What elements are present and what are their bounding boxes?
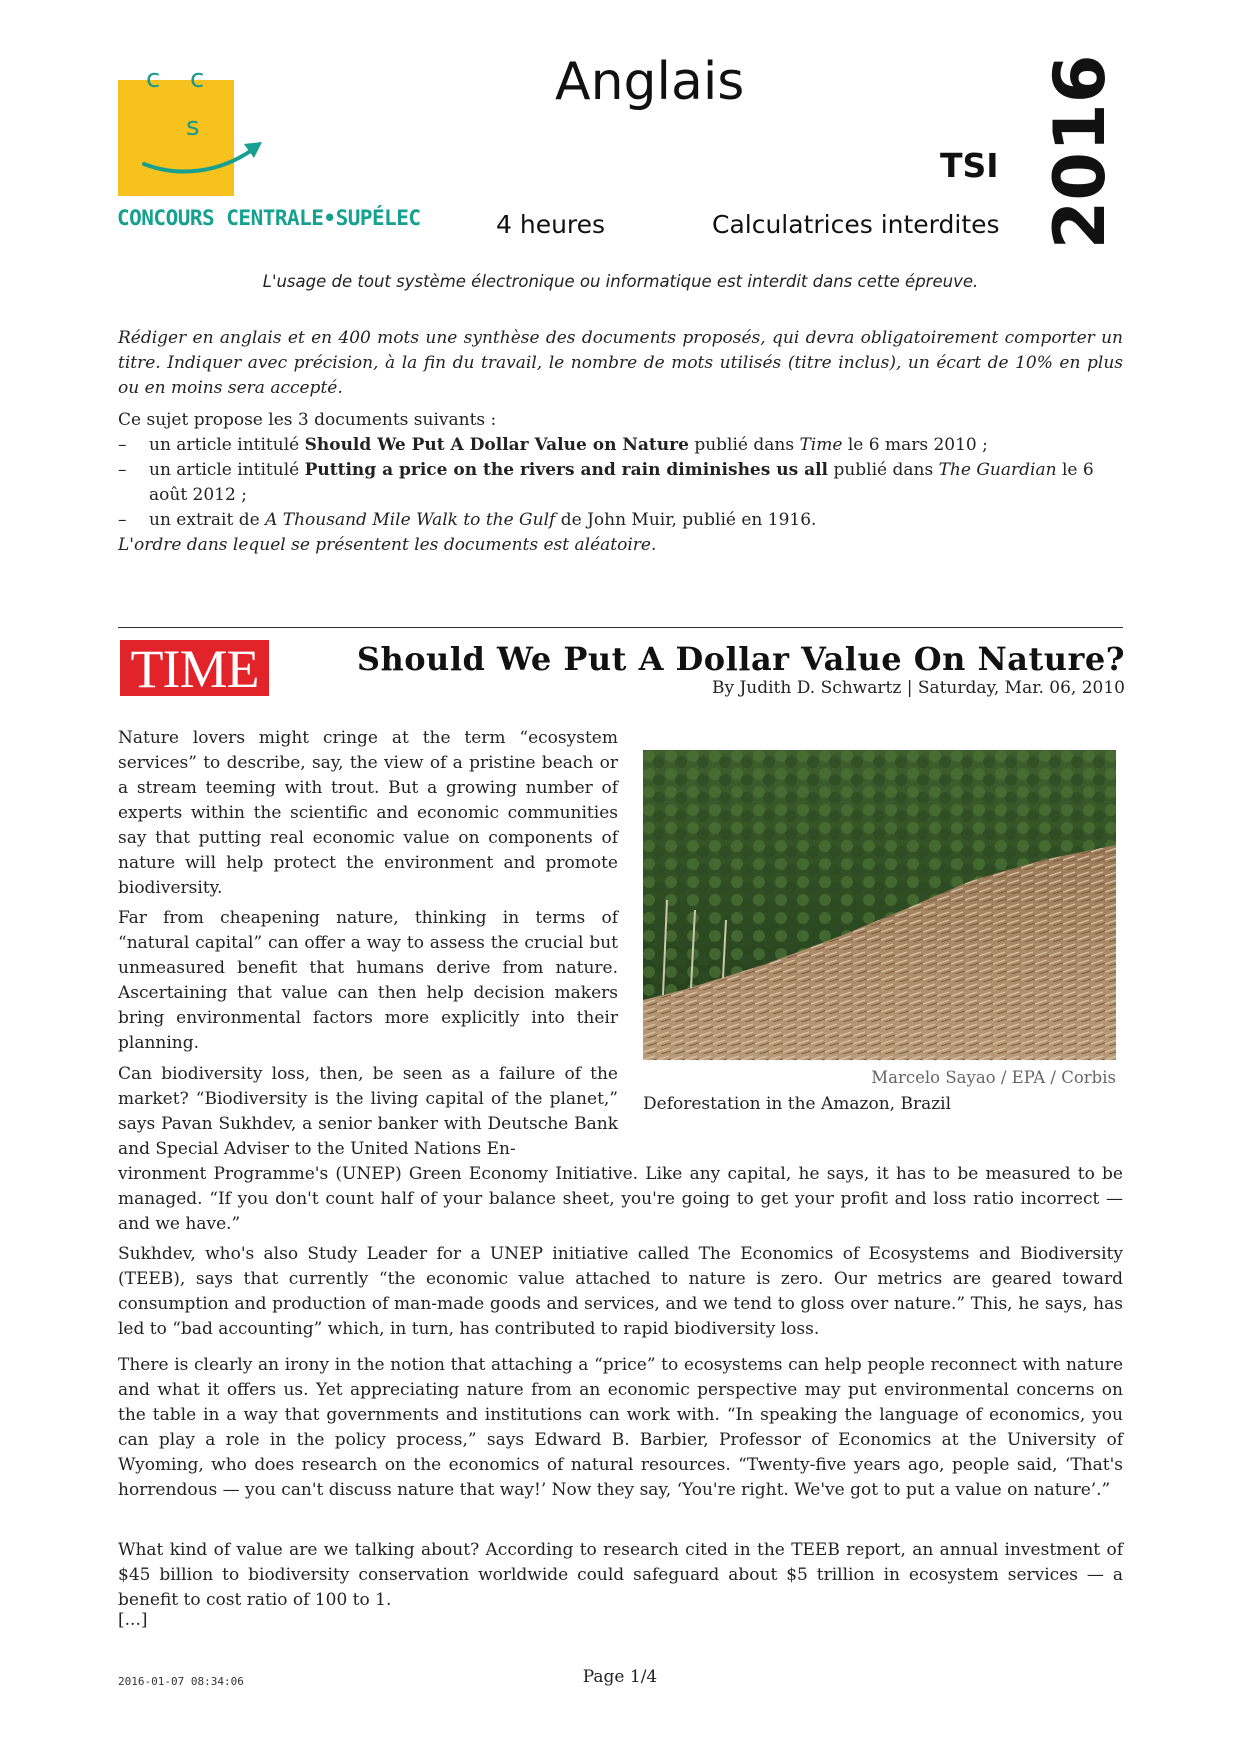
list-dash: – [118,435,127,455]
photo-credit: Marcelo Sayao / EPA / Corbis [871,1068,1116,1087]
subject-title: Anglais [555,52,745,112]
electronics-notice: L'usage de tout système électronique ou informatique est interdit dans cette épreuve. [262,272,979,291]
instructions-intro: Ce sujet propose les 3 documents suivants : [118,410,497,430]
track-label: TSI [940,146,999,185]
time-logo: TIME [120,640,269,696]
logo-letter-s: s [186,112,200,142]
article-paragraph: What kind of value are we talking about? According to research cited in the TEEB report, an annual investment of $45 billion to biodiversity conservation worldwide could safeguard about $5 trillion in ecosystem services — a benefit to cost ratio of 100 to 1. [118,1540,1123,1610]
article-paragraph: Sukhdev, who's also Study Leader for a UNEP initiative called The Economics of Ecosystems and Biodiversity (TEEB), says that currently “the economic value attached to nature is zero. Our metrics are geared toward consumption and production of man-made goods and services, and we tend to gloss over nature.” This, he says, has led to “bad accounting” which, in turn, has contributed to rapid biodiversity loss. [118,1244,1123,1339]
article-title: Should We Put A Dollar Value On Nature? [356,640,1125,678]
article-paragraph: Far from cheapening nature, thinking in terms of “natural capital” can offer a way to assess the crucial but unmeasured benefit that humans derive from nature. Ascertaining that value can then help decision makers bring environmental factors more explicitly into their planning. [118,908,618,1053]
doc-pre: un extrait de [149,510,260,530]
article-paragraph: Nature lovers might cringe at the term “ecosystem services” to describe, say, the view of a pristine beach or a stream teeming with trout. But a growing number of experts within the scientific and economic communities say that putting real economic value on components of nature will help protect the environment and promote biodiversity. [118,728,618,898]
photo-caption: Deforestation in the Amazon, Brazil [643,1094,952,1114]
order-note: L'ordre dans lequel se présentent les documents est aléatoire. [118,535,657,555]
logo-letter-c1: c [146,64,161,94]
section-divider [118,627,1123,628]
page-number: Page 1/4 [582,1667,658,1687]
list-dash: – [118,460,127,480]
doc-source: Time [799,435,843,455]
doc-pre: un article intitulé [149,435,300,455]
exam-duration: 4 heures [496,210,606,239]
doc-title: Should We Put A Dollar Value on Nature [304,435,689,455]
list-dash: – [118,510,127,530]
exam-year [1030,54,1130,250]
print-timestamp: 2016-01-07 08:34:06 [118,1675,244,1688]
instructions-main: Rédiger en anglais et en 400 mots une synthèse des documents proposés, qui devra obligatoirement comporter un titre. Indiquer avec précision, à la fin du travail, le nombre de mots utilisés (titre inclus), un écart de 10% en plus ou en moins sera accepté. [118,328,1123,398]
doc-source: A Thousand Mile Walk to the Gulf [265,510,556,530]
doc-mid: publié dans [694,435,795,455]
doc-source: The Guardian [938,460,1057,480]
doc-post: le 6 août 2012 ; [149,460,1094,505]
doc-title: Putting a price on the rivers and rain diminishes us all [304,460,829,480]
article-byline: By Judith D. Schwartz | Saturday, Mar. 06, 2010 [711,678,1125,698]
doc-post: de John Muir, publié en 1916. [560,510,817,530]
doc-mid: publié dans [833,460,934,480]
doc-post: le 6 mars 2010 ; [847,435,988,455]
deforestation-photo [643,750,1116,1060]
article-paragraph: There is clearly an irony in the notion that attaching a “price” to ecosystems can help people reconnect with nature and what it offers us. Yet appreciating nature from an economic perspective may put environmental concerns on the table in a way that governments and institutions can work with. “In speaking the language of economics, you can play a role in the policy process,” says Edward B. Barbier, Professor of Economics at the University of Wyoming, who does research on the economics of natural resources. “Twenty-five years ago, people said, ‘That's horrendous — you can't discuss nature that way!’ Now they say, ‘You're right. We've got to put a value on nature’.” [118,1355,1123,1500]
article-paragraph: Can biodiversity loss, then, be seen as a failure of the market? “Biodiversity is the living capital of the planet,” says Pavan Sukhdev, a senior banker with Deutsche Bank and Special Adviser to the United Nations En- [118,1064,618,1159]
doc-pre: un article intitulé [149,460,300,480]
calculator-rule: Calculatrices interdites [712,210,1000,239]
omission-marker: [...] [118,1610,148,1630]
exam-year-text: 2016 [1039,54,1121,250]
logo-letter-c2: c [190,64,205,94]
logo-label: CONCOURS CENTRALE•SUPÉLEC [117,206,421,230]
logo-swoosh-icon [140,136,265,181]
article-paragraph: vironment Programme's (UNEP) Green Economy Initiative. Like any capital, he says, it has to be measured to be managed. “If you don't count half of your balance sheet, you're going to get your profit and loss ratio incorrect — and we have.” [118,1164,1123,1234]
